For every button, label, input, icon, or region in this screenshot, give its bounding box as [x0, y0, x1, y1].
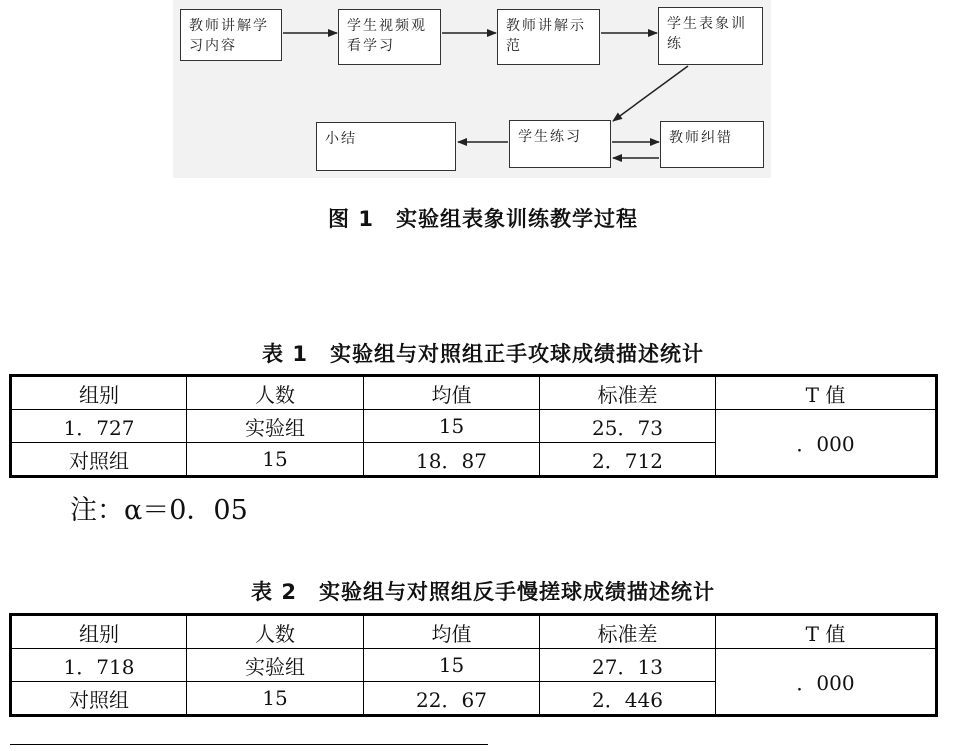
flow-box-summary: 小结: [316, 122, 456, 171]
table-header-cell: 均值: [364, 376, 540, 410]
table-header-cell: 组别: [11, 376, 187, 410]
table-cell: 实验组: [187, 410, 364, 443]
flow-box-student-imagery: 学生表象训练: [658, 7, 763, 65]
table-header-cell: 人数: [187, 615, 364, 649]
table-cell: 15: [187, 443, 364, 477]
table-header-cell: T 值: [716, 615, 937, 649]
table-cell: 对照组: [11, 443, 187, 477]
table-header-cell: 组别: [11, 615, 187, 649]
table-cell: 2．446: [540, 682, 716, 716]
table-cell: 18．87: [364, 443, 540, 477]
significance-note: 注：α＝0．05: [70, 495, 248, 526]
table-row: [11, 410, 937, 443]
table-cell: 15: [364, 649, 540, 682]
t-value-cell: ．000: [716, 410, 937, 477]
table1: [9, 374, 938, 478]
table-header-cell: 人数: [187, 376, 364, 410]
table-row: [11, 649, 937, 682]
table-cell: 1．727: [11, 410, 187, 443]
flow-box-teacher-demo: 教师讲解示范: [497, 9, 600, 65]
figure-caption: 图 1 实验组表象训练教学过程: [328, 207, 638, 231]
table-cell: 1．718: [11, 649, 187, 682]
table2-title: 表 2 实验组与对照组反手慢搓球成绩描述统计: [251, 580, 715, 604]
table-cell: 实验组: [187, 649, 364, 682]
table-cell: 22．67: [364, 682, 540, 716]
table-row: [11, 376, 937, 410]
table-header-cell: 均值: [364, 615, 540, 649]
table2: [9, 613, 938, 717]
table-cell: 27．13: [540, 649, 716, 682]
t-value-cell: ．000: [716, 649, 937, 716]
table-cell: 15: [187, 682, 364, 716]
table-cell: 15: [364, 410, 540, 443]
table-header-cell: T 值: [716, 376, 937, 410]
table1-title: 表 1 实验组与对照组正手攻球成绩描述统计: [262, 342, 704, 366]
table-row: [11, 615, 937, 649]
table-cell: 25．73: [540, 410, 716, 443]
table-cell: 对照组: [11, 682, 187, 716]
table-cell: 2．712: [540, 443, 716, 477]
table-header-cell: 标准差: [540, 376, 716, 410]
flow-box-teacher-explain: 教师讲解学习内容: [180, 9, 282, 61]
flow-box-teacher-correct: 教师纠错: [660, 121, 764, 168]
flow-box-student-video: 学生视频观看学习: [338, 9, 441, 65]
flow-box-student-practice: 学生练习: [509, 120, 611, 168]
footnote-divider: [10, 744, 488, 745]
table-header-cell: 标准差: [540, 615, 716, 649]
